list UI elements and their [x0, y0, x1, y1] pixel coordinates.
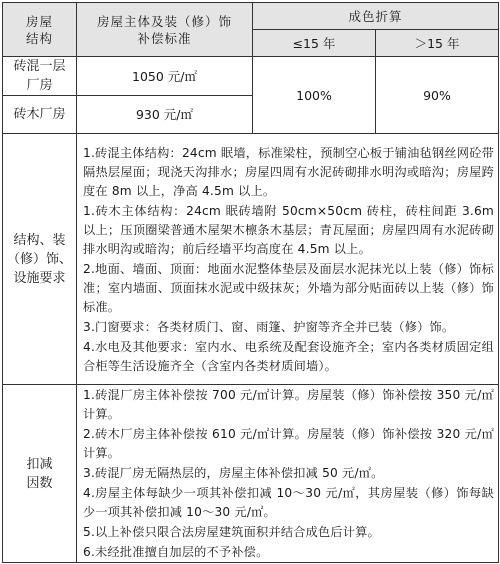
structure-cell: [3, 57, 77, 96]
deduction-item: 4.房屋主体每缺少一项其补偿扣减 10～30 元/㎡，其房屋装（修）饰每缺少一项其补偿扣减 10～30 元/㎡。: [83, 486, 495, 519]
deductions-content: [77, 385, 499, 563]
table-row: [3, 385, 499, 563]
header-structure: [3, 3, 77, 57]
deduction-item: 3.砖混厂房无隔热层的，房屋主体补偿扣减 50 元/㎡。: [83, 466, 384, 480]
rate-le15-cell: [253, 57, 376, 134]
rate-le15: 100%: [296, 87, 332, 103]
compensation-table: [2, 2, 499, 563]
requirements-label: 结构、装 （修）饰、 设施要求: [6, 232, 72, 286]
requirement-item: 2.地面、墙面、顶面：地面水泥整体垫层及面层水泥抹光以上装（修）饰标准；室内墙面、顶面抹水泥或中级抹灰；外墙为部分贴面砖以上装（修）饰标准。: [83, 261, 495, 314]
table-row: [3, 134, 499, 385]
header-compensation-text: 房屋主体及装（修）饰 补偿标准: [96, 13, 232, 46]
deduction-item: 5.以上补偿只限合法房屋建筑面积并结合成色后计算。: [83, 525, 380, 539]
header-depreciation-text: 成色折算: [348, 8, 403, 24]
compensation-brick-concrete: 1050 元/㎡: [132, 68, 197, 84]
compensation-brick-wood: 930 元/㎡: [135, 107, 194, 122]
deduction-item: 6.未经批准擅自加层的不予补偿。: [83, 545, 269, 559]
rate-gt15: 90%: [423, 87, 451, 103]
header-gt15-text: ＞15 年: [414, 35, 460, 51]
requirements-label-cell: [3, 134, 77, 385]
header-depreciation: [253, 3, 499, 30]
header-compensation: [77, 3, 253, 57]
rate-gt15-cell: [376, 57, 499, 134]
compensation-cell: [77, 57, 253, 96]
compensation-cell: [77, 96, 253, 134]
structure-brick-concrete: 砖混一层 厂房: [13, 59, 66, 93]
table-row: [3, 57, 499, 96]
header-structure-text: 房屋 结构: [25, 13, 53, 46]
deduction-item: 1.砖混厂房主体补偿按 700 元/㎡计算。房屋装（修）饰补偿按 350 元/㎡计算。: [83, 388, 495, 421]
requirement-item: 1.砖混主体结构：24cm 眠墙，标准梁柱，预制空心板于铺油毡钢丝网砼带隔热层屋面；现浇天沟排水；房屋四周有水泥砖砌排水明沟或暗沟；房屋跨度在 8m 以上，净高 4.5m 以上。: [83, 145, 495, 198]
deductions-label: 扣减 因数: [26, 456, 53, 491]
requirements-content: [77, 134, 499, 385]
header-gt15: [376, 30, 499, 57]
deduction-item: 2.砖木厂房主体补偿按 610 元/㎡计算。房屋装（修）饰补偿按 320 元/㎡计算。: [83, 427, 495, 460]
requirement-item: 3.门窗要求：各类材质门、窗、雨篷、护窗等齐全并已装（修）饰。: [83, 319, 455, 334]
requirement-item: 4.水电及其他要求：室内水、电系统及配套设施齐全；室内各类材质固定组合柜等生活设施齐全（含室内各类材质间墙）。: [83, 339, 495, 373]
structure-cell: [3, 96, 77, 134]
structure-brick-wood: 砖木厂房: [13, 107, 66, 122]
requirement-item: 1.砖木主体结构：24cm 眠砖墙附 50cm×50cm 砖柱，砖柱间距 3.6m 以上；压顶圈梁普通木屋架木檩条木基层；青瓦屋面；房屋四周有水泥砖砌排水明沟或暗沟；前后经墙平均高度在 4.5m 以上。: [83, 203, 495, 256]
header-le15: [253, 30, 376, 57]
header-le15-text: ≤15 年: [292, 35, 336, 51]
deductions-label-cell: [3, 385, 77, 563]
